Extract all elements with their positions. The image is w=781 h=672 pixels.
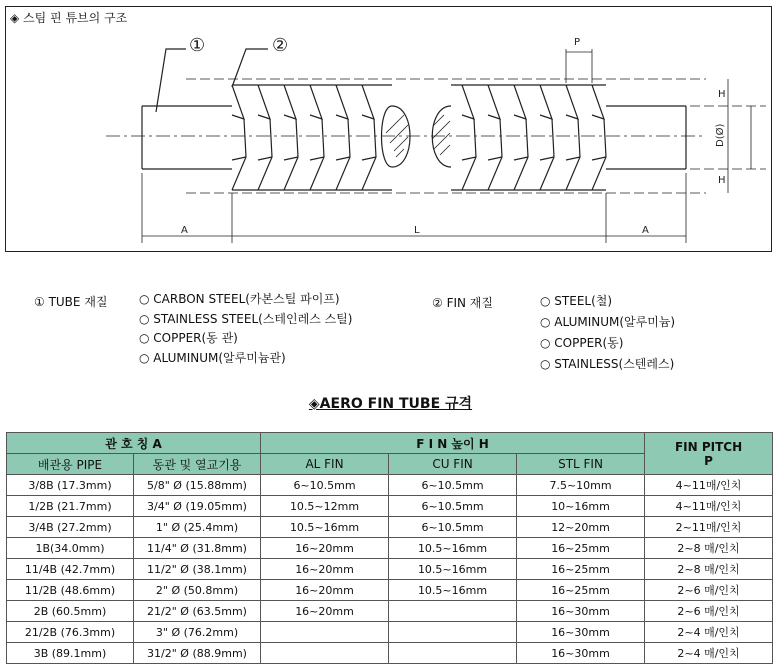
table-cell <box>389 622 517 643</box>
callout-tube: ① <box>189 35 206 56</box>
table-cell: 16~20mm <box>261 538 389 559</box>
table-cell: 4~11매/인치 <box>645 496 773 517</box>
table-row <box>7 601 773 622</box>
table-cell: 16~30mm <box>517 622 645 643</box>
table-cell: 2~11매/인치 <box>645 517 773 538</box>
table-row <box>7 622 773 643</box>
dim-diameter: D(Ø) <box>715 123 726 147</box>
dim-length: L <box>414 225 420 236</box>
dim-a-right: A <box>642 225 649 236</box>
tube-material-label: ① TUBE 재질 <box>34 295 108 309</box>
table-cell: 2~4 매/인치 <box>645 643 773 664</box>
table-row <box>7 496 773 517</box>
table-cell: 6~10.5mm <box>389 517 517 538</box>
table-cell: 7.5~10mm <box>517 475 645 496</box>
dim-a-left: A <box>181 225 188 236</box>
table-cell <box>261 622 389 643</box>
col-header: 배관용 PIPE <box>7 454 134 475</box>
spec-table-body <box>7 475 773 664</box>
table-row <box>7 580 773 601</box>
table-cell: 11/4B (42.7mm) <box>7 559 134 580</box>
tube-material-option: ○ STAINLESS STEEL(스테인레스 스틸) <box>139 311 353 326</box>
table-cell: 16~20mm <box>261 559 389 580</box>
table-row <box>7 643 773 664</box>
col-header: CU FIN <box>389 454 517 475</box>
table-cell: 2" Ø (50.8mm) <box>134 580 261 601</box>
header-pitch-label: FIN PITCH <box>674 439 743 454</box>
callout-fin: ② <box>272 35 289 56</box>
table-row <box>7 517 773 538</box>
tube-material-option: ○ COPPER(동 관) <box>139 331 238 345</box>
table-cell: 16~25mm <box>517 580 645 601</box>
table-cell: 2~6 매/인치 <box>645 601 773 622</box>
table-cell: 10.5~16mm <box>389 559 517 580</box>
header-pitch <box>645 433 773 475</box>
fin-material-option: ○ COPPER(동) <box>540 336 624 350</box>
table-cell: 2~6 매/인치 <box>645 580 773 601</box>
table-cell: 16~30mm <box>517 643 645 664</box>
diagram-title: ◈ 스팀 핀 튜브의 구조 <box>10 11 128 25</box>
table-cell: 10~16mm <box>517 496 645 517</box>
table-cell: 10.5~16mm <box>261 517 389 538</box>
table-cell: 1" Ø (25.4mm) <box>134 517 261 538</box>
table-cell: 2~4 매/인치 <box>645 622 773 643</box>
fin-material-label: ② FIN 재질 <box>432 296 493 310</box>
table-row <box>7 475 773 496</box>
header-group-h: F I N 높이 H <box>261 433 645 454</box>
tube-material-list <box>139 290 352 368</box>
table-cell: 11/4" Ø (31.8mm) <box>134 538 261 559</box>
col-header: AL FIN <box>261 454 389 475</box>
table-row <box>7 559 773 580</box>
table-cell: 16~25mm <box>517 538 645 559</box>
table-cell <box>389 601 517 622</box>
fin-material-option: ○ STEEL(철) <box>540 294 613 308</box>
col-header: 동관 및 열교기용 <box>134 454 261 475</box>
tube-material-option: ○ ALUMINUM(알루미늄관) <box>139 350 286 365</box>
table-cell: 21/2B (76.3mm) <box>7 622 134 643</box>
table-cell: 3/8B (17.3mm) <box>7 475 134 496</box>
table-row <box>7 538 773 559</box>
table-cell: 16~25mm <box>517 559 645 580</box>
table-cell: 5/8" Ø (15.88mm) <box>134 475 261 496</box>
table-cell: 10.5~16mm <box>389 538 517 559</box>
spec-title: ◈AERO FIN TUBE 규격 <box>308 396 473 412</box>
table-cell: 16~20mm <box>261 601 389 622</box>
table-cell: 3/4B (27.2mm) <box>7 517 134 538</box>
fin-material-option: ○ ALUMINUM(알루미늄) <box>540 315 676 329</box>
fin-material-list <box>540 291 675 375</box>
table-cell: 11/2" Ø (38.1mm) <box>134 559 261 580</box>
table-cell: 12~20mm <box>517 517 645 538</box>
dim-pitch: P <box>574 37 581 48</box>
table-cell: 2B (60.5mm) <box>7 601 134 622</box>
table-cell: 2~8 매/인치 <box>645 559 773 580</box>
fin-tube-diagram <box>5 6 772 252</box>
header-pitch-unit: P <box>704 453 713 468</box>
table-cell: 1B(34.0mm) <box>7 538 134 559</box>
table-cell: 4~11매/인치 <box>645 475 773 496</box>
fin-tube-drawing <box>6 7 772 252</box>
header-group-a: 관 호 칭 A <box>7 433 261 454</box>
table-cell: 21/2" Ø (63.5mm) <box>134 601 261 622</box>
table-cell: 31/2" Ø (88.9mm) <box>134 643 261 664</box>
table-cell: 6~10.5mm <box>261 475 389 496</box>
spec-table <box>6 432 773 664</box>
table-cell: 1/2B (21.7mm) <box>7 496 134 517</box>
fin-material-option: ○ STAINLESS(스텐레스) <box>540 357 675 371</box>
table-cell: 16~30mm <box>517 601 645 622</box>
table-cell: 11/2B (48.6mm) <box>7 580 134 601</box>
table-cell: 3/4" Ø (19.05mm) <box>134 496 261 517</box>
table-cell: 3" Ø (76.2mm) <box>134 622 261 643</box>
table-cell: 3B (89.1mm) <box>7 643 134 664</box>
dim-h-top: H <box>718 89 726 100</box>
table-cell <box>389 643 517 664</box>
tube-material-option: ○ CARBON STEEL(카본스틸 파이프) <box>139 292 340 306</box>
table-cell: 6~10.5mm <box>389 475 517 496</box>
dim-h-bottom: H <box>718 175 726 186</box>
table-cell: 16~20mm <box>261 580 389 601</box>
table-cell: 10.5~16mm <box>389 580 517 601</box>
table-cell: 2~8 매/인치 <box>645 538 773 559</box>
col-header: STL FIN <box>517 454 645 475</box>
table-cell: 10.5~12mm <box>261 496 389 517</box>
table-cell: 6~10.5mm <box>389 496 517 517</box>
table-cell <box>261 643 389 664</box>
